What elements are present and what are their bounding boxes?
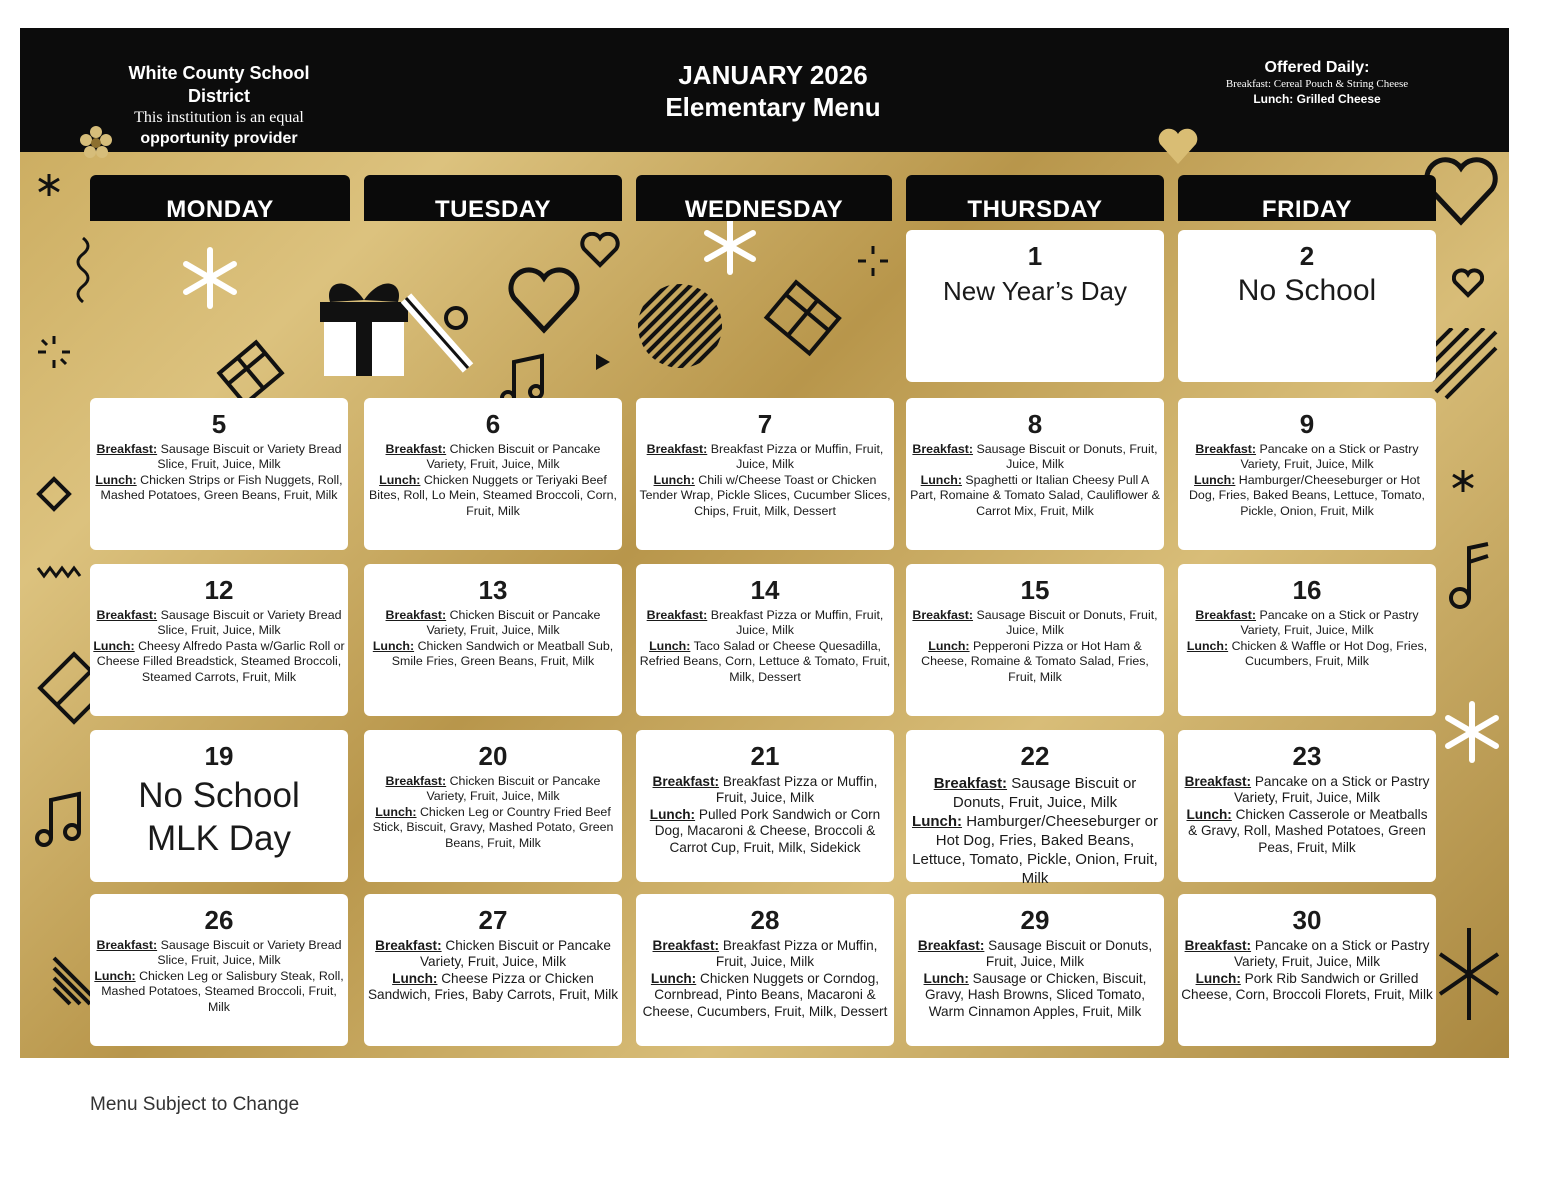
day-menu bbox=[639, 774, 891, 856]
lunch-text: Sausage or Chicken, Biscuit, Gravy, Hash Browns, Sliced Tomato, Warm Cinnamon Apples, Fruit, Milk bbox=[924, 970, 1147, 1019]
day-cell-29 bbox=[906, 894, 1164, 1046]
header-monday-label: MONDAY bbox=[166, 196, 274, 223]
snowflake-right-icon bbox=[1440, 700, 1504, 764]
snowflake-outline-icon bbox=[1434, 924, 1504, 1024]
day-number: 20 bbox=[478, 741, 508, 771]
breakfast-text: Chicken Biscuit or Pancake Variety, Fruit, Juice, Milk bbox=[426, 442, 601, 472]
striped-circle-right-icon bbox=[1432, 328, 1498, 424]
header-thursday-label: THURSDAY bbox=[967, 196, 1103, 223]
heart-outline-icon bbox=[506, 266, 582, 334]
breakfast-text: Breakfast Pizza or Muffin, Fruit, Juice, Milk bbox=[710, 608, 884, 638]
diamond-icon bbox=[36, 476, 72, 512]
lunch-text: Pepperoni Pizza or Hot Ham & Cheese, Romaine & Tomato Salad, Fries, Fruit, Milk bbox=[921, 638, 1149, 684]
title-month: JANUARY 2026 bbox=[678, 60, 868, 90]
lunch-label: Lunch: bbox=[649, 638, 691, 653]
breakfast-label: Breakfast: bbox=[1195, 608, 1257, 622]
day-number: 29 bbox=[1020, 905, 1050, 935]
lunch-label: Lunch: bbox=[653, 472, 695, 487]
breakfast-label: Breakfast: bbox=[385, 442, 447, 456]
breakfast-text: Sausage Biscuit or Donuts, Fruit, Juice, Milk bbox=[952, 775, 1137, 811]
day-menu bbox=[93, 442, 345, 504]
day-number: 26 bbox=[204, 905, 234, 935]
small-heart-icon bbox=[580, 232, 620, 268]
breakfast-text: Sausage Biscuit or Donuts, Fruit, Juice, Milk bbox=[976, 608, 1158, 638]
lunch-text: Chicken Leg or Salisbury Steak, Roll, Mashed Potatoes, Steamed Broccoli, Fruit, Milk bbox=[101, 968, 344, 1014]
breakfast-text: Pancake on a Stick or Pastry Variety, Fruit, Juice, Milk bbox=[1233, 774, 1430, 806]
day-number: 16 bbox=[1292, 575, 1322, 605]
equal-opportunity-line1: This institution is an equal bbox=[134, 109, 304, 126]
header-bar bbox=[20, 28, 1509, 152]
breakfast-label: Breakfast: bbox=[96, 608, 158, 622]
day-menu bbox=[367, 774, 619, 851]
breakfast-text: Sausage Biscuit or Variety Bread Slice, Fruit, Juice, Milk bbox=[157, 938, 342, 968]
breakfast-text: Chicken Biscuit or Pancake Variety, Fruit, Juice, Milk bbox=[426, 608, 601, 638]
lunch-text: Chicken Casserole or Meatballs & Gravy, Roll, Mashed Potatoes, Green Peas, Fruit, Milk bbox=[1188, 806, 1428, 855]
lunch-text: Spaghetti or Italian Cheesy Pull A Part, Romaine & Tomato Salad, Cauliflower & Carrot Mix, Fruit, Milk bbox=[910, 472, 1160, 518]
day-number: 22 bbox=[1020, 741, 1050, 771]
lunch-label: Lunch: bbox=[1186, 806, 1232, 822]
breakfast-text: Sausage Biscuit or Donuts, Fruit, Juice, Milk bbox=[976, 442, 1158, 472]
day-number: 2 bbox=[1299, 241, 1315, 271]
day-cell-15 bbox=[906, 564, 1164, 716]
zigzag-icon bbox=[36, 564, 86, 580]
day-cell-26 bbox=[90, 894, 348, 1046]
day-cell-28 bbox=[636, 894, 894, 1046]
breakfast-text: Chicken Biscuit or Pancake Variety, Fruit, Juice, Milk bbox=[426, 774, 601, 804]
header-friday-label: FRIDAY bbox=[1261, 196, 1353, 223]
menu-sheet bbox=[20, 28, 1509, 1058]
day-cell-22 bbox=[906, 730, 1164, 887]
lunch-label: Lunch: bbox=[372, 638, 415, 653]
day-cell-19 bbox=[90, 730, 348, 882]
asterisk-right-icon bbox=[1450, 468, 1476, 494]
lunch-text: Pulled Pork Sandwich or Corn Dog, Macaroni & Cheese, Broccoli & Carrot Cup, Fruit, Milk, Sidekick bbox=[654, 806, 881, 855]
day-number: 23 bbox=[1292, 741, 1322, 771]
day-note: No School bbox=[1237, 274, 1377, 307]
day-cell-7 bbox=[636, 398, 894, 550]
breakfast-label: Breakfast: bbox=[917, 938, 985, 953]
striped-circle-icon bbox=[636, 282, 724, 370]
lunch-text: Hamburger/Cheeseburger or Hot Dog, Fries, Baked Beans, Lettuce, Tomato, Pickle, Onion, Fruit, Milk bbox=[912, 813, 1158, 887]
day-number: 15 bbox=[1020, 575, 1050, 605]
heart-icon bbox=[1156, 126, 1200, 166]
lunch-text: Chicken Sandwich or Meatball Sub, Smile Fries, Green Beans, Fruit, Milk bbox=[391, 638, 614, 669]
footer-note: Menu Subject to Change bbox=[90, 1094, 300, 1115]
day-note: New Year’s Day bbox=[942, 276, 1128, 306]
lunch-text: Chicken Nuggets or Corndog, Cornbread, Pinto Beans, Macaroni & Cheese, Cucumbers, Fruit, Milk, Dessert bbox=[642, 970, 888, 1019]
lunch-text: Chicken & Waffle or Hot Dog, Fries, Cucumbers, Fruit, Milk bbox=[1231, 638, 1428, 669]
offered-daily bbox=[1190, 58, 1444, 107]
sparkle-icon bbox=[36, 334, 72, 370]
breakfast-text: Breakfast Pizza or Muffin, Fruit, Juice, Milk bbox=[715, 938, 878, 970]
day-cell-6 bbox=[364, 398, 622, 550]
lunch-text: Taco Salad or Cheese Quesadilla, Refried Beans, Corn, Lettuce & Tomato, Fruit, Milk, Dessert bbox=[639, 638, 891, 684]
day-number: 8 bbox=[1027, 409, 1043, 439]
lunch-text: Hamburger/Cheeseburger or Hot Dog, Fries, Baked Beans, Lettuce, Tomato, Pickle, Onion, Fruit, Milk bbox=[1188, 472, 1425, 518]
breakfast-label: Breakfast: bbox=[375, 938, 442, 953]
day-menu bbox=[1181, 442, 1433, 519]
day-menu bbox=[367, 608, 619, 670]
breakfast-text: Pancake on a Stick or Pastry Variety, Fruit, Juice, Milk bbox=[1240, 608, 1419, 638]
lunch-label: Lunch: bbox=[94, 968, 136, 983]
breakfast-label: Breakfast: bbox=[646, 442, 708, 456]
breakfast-label: Breakfast: bbox=[96, 442, 158, 456]
day-menu bbox=[909, 442, 1161, 519]
lunch-label: Lunch: bbox=[650, 970, 697, 986]
breakfast-text: Sausage Biscuit or Variety Bread Slice, Fruit, Juice, Milk bbox=[157, 442, 342, 472]
offered-daily-breakfast: Breakfast: Cereal Pouch & String Cheese bbox=[1225, 78, 1409, 90]
day-number: 14 bbox=[750, 575, 780, 605]
day-menu bbox=[93, 938, 345, 1015]
snowflake-small-icon bbox=[700, 216, 760, 276]
flower-icon bbox=[78, 124, 114, 160]
day-number: 5 bbox=[211, 409, 227, 439]
lunch-text: Pork Rib Sandwich or Grilled Cheese, Corn, Broccoli Florets, Fruit, Milk bbox=[1181, 970, 1433, 1003]
breakfast-label: Breakfast: bbox=[646, 608, 708, 622]
breakfast-label: Breakfast: bbox=[652, 938, 720, 953]
breakfast-text: Pancake on a Stick or Pastry Variety, Fruit, Juice, Milk bbox=[1233, 938, 1430, 970]
burst-icon bbox=[856, 244, 890, 278]
breakfast-label: Breakfast: bbox=[96, 938, 158, 952]
lunch-text: Chicken Strips or Fish Nuggets, Roll, Mashed Potatoes, Green Beans, Fruit, Milk bbox=[100, 472, 343, 503]
day-number: 1 bbox=[1027, 241, 1043, 271]
day-number: 30 bbox=[1292, 905, 1322, 935]
title-menu: Elementary Menu bbox=[665, 92, 881, 122]
day-cell-1 bbox=[906, 230, 1164, 382]
lunch-text: Chili w/Cheese Toast or Chicken Tender Wrap, Pickle Slices, Cucumber Slices, Chips, Fruit, Milk, Dessert bbox=[639, 472, 891, 518]
day-menu bbox=[1181, 608, 1433, 670]
breakfast-label: Breakfast: bbox=[385, 774, 447, 788]
day-menu bbox=[367, 442, 619, 519]
snowflake-icon bbox=[178, 246, 242, 310]
lunch-label: Lunch: bbox=[649, 806, 696, 822]
gift-outline-icon-2 bbox=[760, 268, 852, 360]
lunch-label: Lunch: bbox=[392, 970, 438, 986]
breakfast-label: Breakfast: bbox=[933, 775, 1008, 792]
lunch-label: Lunch: bbox=[1186, 638, 1229, 653]
day-note: No School bbox=[138, 776, 300, 815]
day-number: 19 bbox=[204, 741, 234, 771]
day-number: 13 bbox=[478, 575, 508, 605]
day-number: 12 bbox=[204, 575, 234, 605]
district-block bbox=[110, 62, 328, 149]
day-number: 6 bbox=[485, 409, 501, 439]
header-monday bbox=[90, 175, 350, 221]
page-title bbox=[620, 59, 926, 123]
header-wednesday-label: WEDNESDAY bbox=[684, 196, 844, 223]
day-cell-21 bbox=[636, 730, 894, 882]
lunch-text: Cheese Pizza or Chicken Sandwich, Fries, Baby Carrots, Fruit, Milk bbox=[367, 970, 619, 1003]
day-number: 28 bbox=[750, 905, 780, 935]
breakfast-label: Breakfast: bbox=[912, 608, 974, 622]
breakfast-label: Breakfast: bbox=[385, 608, 447, 622]
day-menu bbox=[639, 938, 891, 1020]
lunch-label: Lunch: bbox=[912, 813, 963, 830]
day-note-2: MLK Day bbox=[147, 819, 291, 858]
header-tuesday-label: TUESDAY bbox=[435, 196, 551, 223]
ribbon-icon bbox=[398, 288, 478, 378]
small-heart-right-icon bbox=[1452, 268, 1484, 298]
music-note-right-icon bbox=[1448, 542, 1492, 612]
day-cell-13 bbox=[364, 564, 622, 716]
lunch-label: Lunch: bbox=[928, 638, 970, 653]
lunch-text: Cheesy Alfredo Pasta w/Garlic Roll or Cheese Filled Breadstick, Steamed Broccoli, Steamed Carrots, Fruit, Milk bbox=[96, 638, 345, 684]
day-number: 7 bbox=[757, 409, 773, 439]
breakfast-label: Breakfast: bbox=[1195, 442, 1257, 456]
breakfast-label: Breakfast: bbox=[1184, 774, 1252, 789]
day-number: 21 bbox=[750, 741, 780, 771]
header-thursday bbox=[906, 175, 1164, 221]
day-cell-27 bbox=[364, 894, 622, 1046]
asterisk-icon bbox=[36, 172, 62, 198]
lunch-text: Chicken Leg or Country Fried Beef Stick, Biscuit, Gravy, Mashed Potato, Green Beans, Fruit, Milk bbox=[372, 804, 614, 850]
lunch-label: Lunch: bbox=[923, 970, 969, 986]
squiggle-icon bbox=[70, 236, 96, 308]
offered-daily-lunch: Lunch: Grilled Cheese bbox=[1253, 92, 1381, 106]
breakfast-text: Sausage Biscuit or Donuts, Fruit, Juice, Milk bbox=[985, 938, 1153, 970]
offered-daily-title: Offered Daily: bbox=[1264, 59, 1370, 76]
header-friday bbox=[1178, 175, 1436, 221]
day-cell-14 bbox=[636, 564, 894, 716]
day-menu bbox=[367, 938, 619, 1004]
lunch-label: Lunch: bbox=[379, 472, 421, 487]
day-number: 9 bbox=[1299, 409, 1315, 439]
day-menu bbox=[639, 608, 891, 685]
lunch-label: Lunch: bbox=[375, 804, 417, 819]
day-menu bbox=[909, 608, 1161, 685]
equal-opportunity-line2: opportunity provider bbox=[140, 130, 298, 147]
day-cell-12 bbox=[90, 564, 348, 716]
day-cell-9 bbox=[1178, 398, 1436, 550]
day-menu bbox=[93, 608, 345, 685]
day-cell-2 bbox=[1178, 230, 1436, 382]
day-menu bbox=[909, 938, 1161, 1020]
music-note-icon bbox=[34, 788, 84, 850]
day-menu bbox=[639, 442, 891, 519]
play-icon bbox=[594, 352, 612, 372]
day-cell-23 bbox=[1178, 730, 1436, 882]
district-name: White County School District bbox=[128, 63, 310, 106]
day-menu bbox=[1181, 774, 1433, 856]
breakfast-text: Breakfast Pizza or Muffin, Fruit, Juice, Milk bbox=[710, 442, 884, 472]
lunch-label: Lunch: bbox=[1195, 970, 1241, 986]
day-menu bbox=[1181, 938, 1433, 1004]
breakfast-text: Chicken Biscuit or Pancake Variety, Fruit, Juice, Milk bbox=[419, 938, 611, 970]
day-cell-16 bbox=[1178, 564, 1436, 716]
header-wednesday bbox=[636, 175, 892, 221]
day-cell-30 bbox=[1178, 894, 1436, 1046]
breakfast-text: Pancake on a Stick or Pastry Variety, Fruit, Juice, Milk bbox=[1240, 442, 1419, 472]
breakfast-text: Sausage Biscuit or Variety Bread Slice, Fruit, Juice, Milk bbox=[157, 608, 342, 638]
lunch-label: Lunch: bbox=[920, 472, 962, 487]
day-cell-8 bbox=[906, 398, 1164, 550]
breakfast-label: Breakfast: bbox=[652, 774, 720, 789]
breakfast-label: Breakfast: bbox=[912, 442, 974, 456]
breakfast-label: Breakfast: bbox=[1184, 938, 1252, 953]
day-number: 27 bbox=[478, 905, 508, 935]
lunch-label: Lunch: bbox=[1194, 472, 1236, 487]
day-menu bbox=[909, 774, 1161, 888]
lunch-label: Lunch: bbox=[93, 638, 135, 653]
day-cell-20 bbox=[364, 730, 622, 882]
header-tuesday bbox=[364, 175, 622, 221]
breakfast-text: Breakfast Pizza or Muffin, Fruit, Juice, Milk bbox=[715, 774, 878, 806]
day-cell-5 bbox=[90, 398, 348, 550]
lunch-text: Chicken Nuggets or Teriyaki Beef Bites, Roll, Lo Mein, Steamed Broccoli, Corn, Fruit, Milk bbox=[369, 472, 617, 518]
lunch-label: Lunch: bbox=[95, 472, 137, 487]
